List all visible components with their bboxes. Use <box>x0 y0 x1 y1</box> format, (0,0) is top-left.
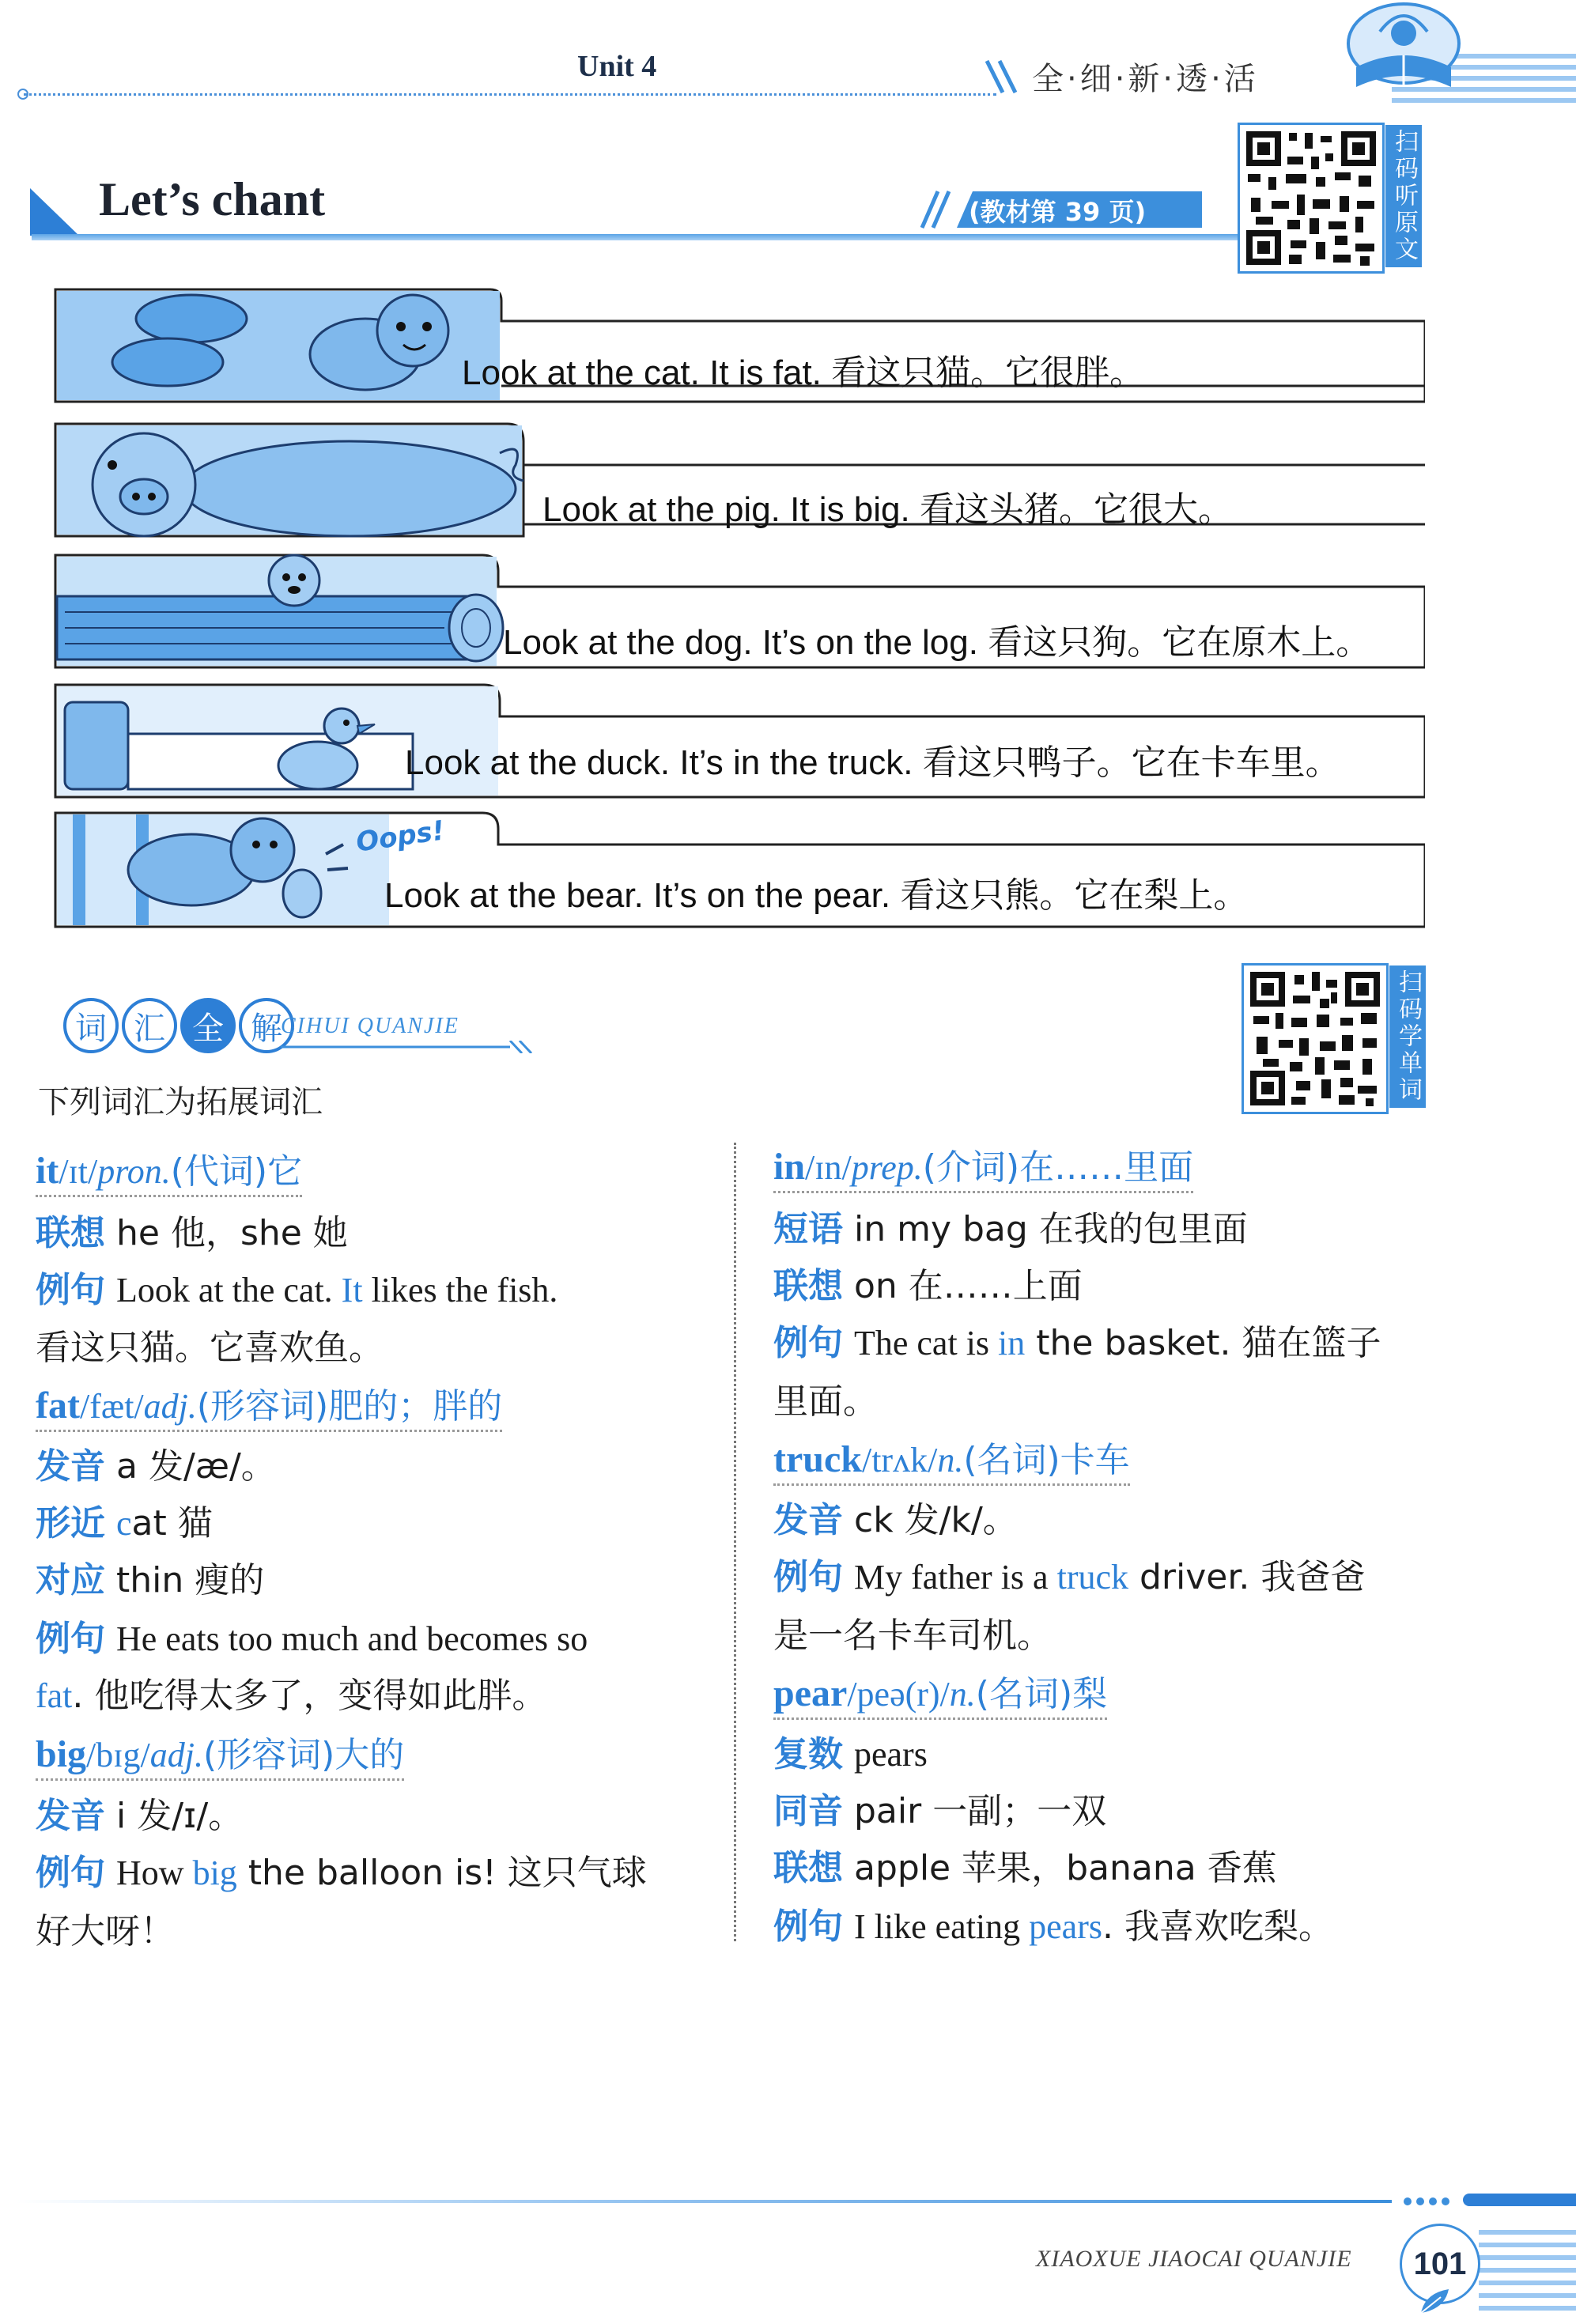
example-text: the basket. 猫在篮子 <box>1025 1323 1381 1363</box>
footer-dots <box>1400 2194 1455 2209</box>
chant-strip-pig <box>49 418 1425 541</box>
example-text: driver. 我爸爸 <box>1128 1557 1366 1597</box>
vocab-heading-char: 词 <box>63 998 119 1053</box>
qr-listen-caption-text: 扫码听原文 <box>1390 129 1418 263</box>
header-motto: 全·细·新·透·活 <box>1032 61 1259 97</box>
header-slash-decoration <box>981 57 1028 96</box>
chant-zh: 看这头猪。它很大。 <box>919 489 1233 530</box>
vocab-heading-underline <box>281 1041 534 1053</box>
column-divider <box>734 1143 736 1941</box>
section-title: Let’s chant <box>99 173 326 225</box>
part-of-speech: adj. <box>149 1736 203 1774</box>
tag-label: 复数 <box>773 1734 843 1774</box>
headword: big <box>36 1733 87 1775</box>
example-highlight: in <box>998 1324 1026 1362</box>
example-text: likes the fish. <box>362 1271 558 1309</box>
vocab-intro: 下列词汇为拓展词汇 <box>38 1084 323 1120</box>
similar-text: at 猫 <box>131 1503 213 1544</box>
chant-en: Look at the cat. It is fat. <box>462 353 822 392</box>
chant-en: Look at the pig. It is big. <box>542 490 910 529</box>
similar-highlight: c <box>116 1504 132 1543</box>
tag-label: 发音 <box>773 1500 843 1540</box>
definition: (形容词)肥的；胖的 <box>196 1386 503 1427</box>
chant-en: Look at the duck. It’s in the truck. <box>405 743 913 782</box>
entry-fat-head <box>36 1377 502 1432</box>
vocab-heading-char: 全 <box>180 998 236 1053</box>
headword: pear <box>773 1672 848 1714</box>
entry-it-example <box>36 1261 557 1312</box>
footer-series: XIAOXUE JIAOCAI QUANJIE <box>1036 2246 1352 2272</box>
assoc-text: apple 苹果，banana 香蕉 <box>854 1848 1277 1888</box>
entry-it-assoc <box>36 1204 348 1255</box>
section-title-underline <box>32 234 1242 240</box>
tag-label: 联想 <box>36 1213 105 1253</box>
tag-label: 同音 <box>773 1791 843 1831</box>
footer-stripes <box>1479 2222 1576 2324</box>
definition: (名词)卡车 <box>963 1440 1130 1480</box>
phonetic: /ɪt/ <box>59 1152 98 1191</box>
part-of-speech: adj. <box>143 1387 197 1426</box>
entry-fat-pron <box>36 1438 276 1488</box>
part-of-speech: n. <box>949 1675 976 1714</box>
footer-line <box>16 2200 1392 2203</box>
chant-zh: 看这只鸭子。它在卡车里。 <box>922 743 1340 783</box>
example-text: The cat is <box>854 1324 999 1362</box>
headword: fat <box>36 1385 80 1427</box>
entry-fat-opposite <box>36 1551 264 1602</box>
tag-label: 例句 <box>36 1853 105 1893</box>
tag-label: 发音 <box>36 1446 105 1487</box>
chant-line <box>384 867 1248 917</box>
tag-label: 例句 <box>773 1557 843 1597</box>
entry-big-pron <box>36 1787 243 1838</box>
definition: (介词)在……里面 <box>922 1147 1194 1188</box>
assoc-text: on 在……上面 <box>854 1266 1083 1306</box>
entry-fat-example-2 <box>36 1667 546 1717</box>
oops-exclamation: Oops! <box>353 814 447 859</box>
chant-zh: 看这只狗。它在原木上。 <box>988 622 1371 663</box>
vocab-section-heading <box>63 998 294 1053</box>
qr-listen-caption <box>1385 125 1422 267</box>
qr-code-words[interactable] <box>1242 963 1389 1114</box>
pron-text: i 发/ɪ/。 <box>116 1796 244 1836</box>
unit-label: Unit 4 <box>577 50 657 83</box>
tag-label: 例句 <box>773 1906 843 1947</box>
phonetic: /ɪn/ <box>805 1148 852 1187</box>
tag-label: 短语 <box>773 1209 843 1249</box>
tag-label: 联想 <box>773 1266 843 1306</box>
entry-truck-example-zh: 是一名卡车司机。 <box>773 1615 1052 1656</box>
part-of-speech: n. <box>937 1441 964 1479</box>
entry-truck-example <box>773 1548 1365 1599</box>
pron-text: ck 发/k/。 <box>854 1500 1018 1540</box>
headword: it <box>36 1150 59 1192</box>
chant-line <box>462 344 1144 395</box>
entry-pear-plural <box>773 1725 928 1776</box>
example-highlight: pears <box>1029 1907 1102 1946</box>
homophone-text: pair 一副；一双 <box>854 1791 1107 1831</box>
qr-code-icon <box>1240 125 1382 271</box>
opposite-text: thin 瘦的 <box>116 1560 265 1600</box>
definition: (名词)梨 <box>975 1674 1108 1714</box>
chant-en: Look at the dog. It’s on the log. <box>503 623 978 662</box>
page-number: 101 <box>1400 2224 1480 2304</box>
entry-big-head <box>36 1726 404 1781</box>
footer-accent-bar <box>1463 2194 1576 2206</box>
chant-en: Look at the bear. It’s on the pear. <box>384 876 891 915</box>
entry-it-example-zh: 看这只猫。它喜欢鱼。 <box>36 1328 384 1368</box>
textbook-page-ref: (教材第 39 页) <box>969 197 1147 227</box>
tag-label: 联想 <box>773 1848 843 1888</box>
entry-big-example <box>36 1844 647 1895</box>
entry-truck-pron <box>773 1491 1018 1542</box>
leaf-icon <box>1417 2285 1457 2317</box>
part-of-speech: prep. <box>851 1148 923 1187</box>
example-text: Look at the cat. <box>116 1271 342 1309</box>
plural-text: pears <box>854 1735 928 1774</box>
entry-pear-head <box>773 1665 1107 1720</box>
phonetic: /peə(r)/ <box>847 1675 950 1714</box>
example-highlight: truck <box>1056 1558 1128 1597</box>
example-text: . 他吃得太多了，变得如此胖。 <box>72 1676 547 1716</box>
tag-label: 例句 <box>773 1323 843 1363</box>
example-text: the balloon is! 这只气球 <box>236 1853 647 1893</box>
tag-label: 对应 <box>36 1560 105 1600</box>
entry-in-assoc <box>773 1257 1083 1308</box>
qr-words-caption-text: 扫码学单词 <box>1394 969 1422 1104</box>
qr-code-icon <box>1244 965 1386 1112</box>
example-highlight: big <box>192 1854 237 1892</box>
entry-it-head <box>36 1143 302 1197</box>
entry-fat-example <box>36 1610 588 1661</box>
entry-in-example <box>773 1314 1381 1365</box>
book-logo-icon <box>1336 0 1471 103</box>
qr-words-caption <box>1389 965 1426 1108</box>
vocab-heading-pinyin: CIHUI QUANJIE <box>281 1014 459 1038</box>
chant-strip-cat <box>49 283 1425 406</box>
chant-line <box>503 614 1370 664</box>
definition: (形容词)大的 <box>202 1735 405 1775</box>
chant-strip-dog <box>49 549 1425 672</box>
headword: truck <box>773 1438 862 1480</box>
headword: in <box>773 1146 806 1188</box>
example-text: How <box>116 1854 193 1892</box>
phonetic: /bɪg/ <box>86 1736 150 1774</box>
pron-text: a 发/æ/。 <box>116 1446 276 1487</box>
entry-truck-head <box>773 1431 1130 1486</box>
tag-label: 发音 <box>36 1796 105 1836</box>
example-text: My father is a <box>854 1558 1057 1597</box>
entry-fat-similar <box>36 1495 213 1545</box>
chant-line <box>542 481 1233 531</box>
tag-label: 例句 <box>36 1619 105 1659</box>
chant-zh: 看这只熊。它在梨上。 <box>900 875 1249 916</box>
entry-in-head <box>773 1139 1193 1193</box>
tag-label: 例句 <box>36 1270 105 1310</box>
tag-label: 形近 <box>36 1503 105 1544</box>
entry-pear-homophone <box>773 1782 1106 1833</box>
section-triangle-icon <box>30 188 79 236</box>
phonetic: /fæt/ <box>79 1387 144 1426</box>
phonetic: /trʌk/ <box>861 1441 938 1479</box>
phrase-text: in my bag 在我的包里面 <box>854 1209 1248 1249</box>
entry-big-example-zh: 好大呀！ <box>36 1911 175 1952</box>
qr-code-listen[interactable] <box>1238 123 1385 274</box>
entry-in-example-zh: 里面。 <box>773 1381 878 1422</box>
example-highlight: fat <box>36 1676 73 1715</box>
example-text: . 我喜欢吃梨。 <box>1102 1906 1333 1947</box>
chant-zh: 看这只猫。它很胖。 <box>831 353 1145 393</box>
entry-pear-assoc <box>773 1839 1277 1890</box>
chant-strip-duck <box>49 678 1425 802</box>
assoc-text: he 他，she 她 <box>116 1213 348 1253</box>
vocab-heading-char: 解 <box>239 998 294 1053</box>
definition: (代词)它 <box>170 1151 303 1192</box>
vocab-heading-char: 汇 <box>122 998 177 1053</box>
entry-pear-example <box>773 1898 1333 1948</box>
entry-in-phrase <box>773 1200 1248 1251</box>
example-text: I like eating <box>854 1907 1030 1946</box>
header-divider <box>24 93 996 96</box>
chant-line <box>405 734 1340 784</box>
example-text: He eats too much and becomes so <box>116 1619 588 1658</box>
example-highlight: It <box>341 1271 363 1309</box>
chant-strip-bear <box>49 807 1425 930</box>
part-of-speech: pron. <box>97 1152 171 1191</box>
